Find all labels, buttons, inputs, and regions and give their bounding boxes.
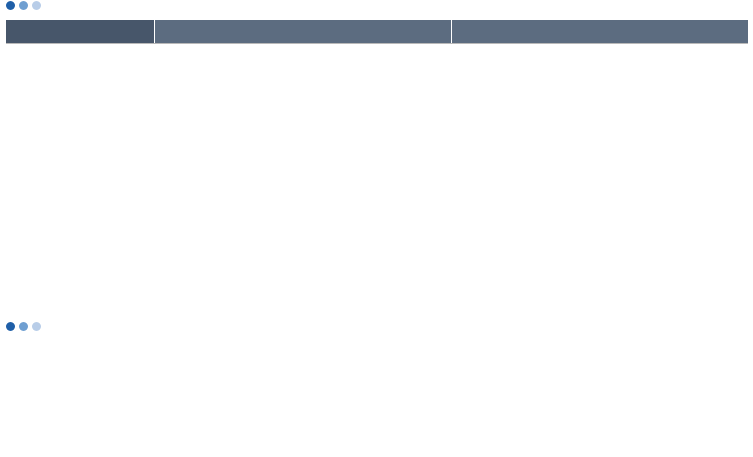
spec-table: [6, 20, 748, 44]
bullet-dot-icon: [32, 322, 41, 331]
bullet-dot-icon: [32, 1, 41, 10]
accessories-section-heading: [6, 316, 49, 336]
bullet-dot-icon: [6, 322, 15, 331]
bullet-dot-icon: [6, 1, 15, 10]
spec-section-heading: [6, 0, 49, 15]
model-header: [6, 20, 154, 43]
bullet-dot-icon: [19, 1, 28, 10]
spec-header-row: [6, 20, 748, 43]
bullet-dot-icon: [19, 322, 28, 331]
model-col1-header: [154, 20, 451, 43]
model-col2-header: [451, 20, 748, 43]
